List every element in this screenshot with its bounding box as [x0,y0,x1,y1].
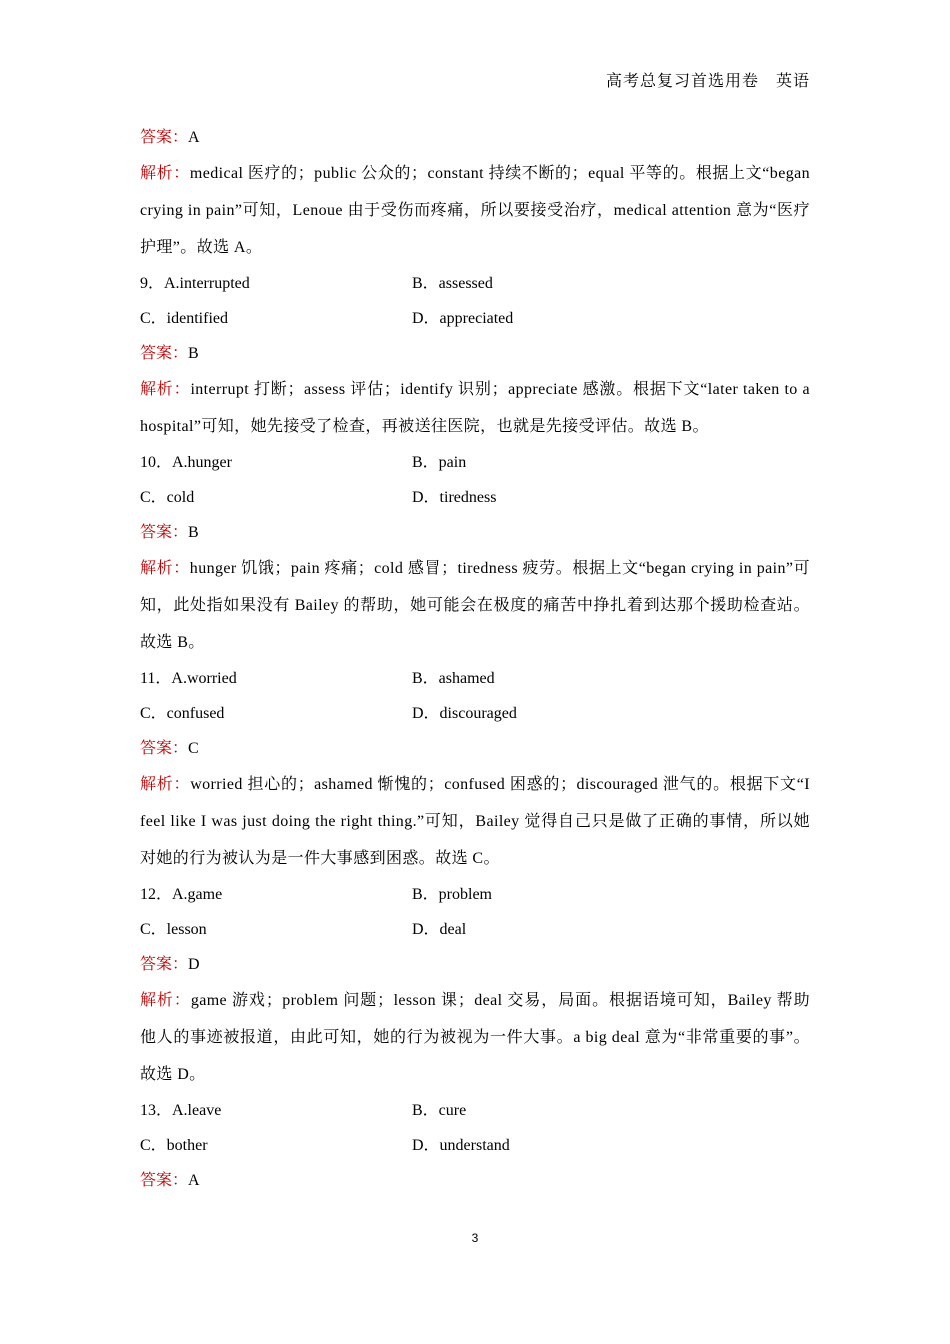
option-a: 9．A.interrupted [140,275,250,292]
option-row [140,696,810,731]
option-d: D．understand [412,1137,510,1154]
analysis-text: hunger 饥饿；pain 疼痛；cold 感冒；tiredness 疲劳。根据上文“began crying in pain”可知，此处指如果没有 Bailey 的帮助，她可能会在极度的痛苦中挣扎着到达那个援助检查站。故选 B。 [140,560,810,651]
answer-value: A [188,1172,200,1189]
analysis-label: 解析： [140,776,191,793]
answer-value: C [188,740,199,757]
page-number: 3 [471,1231,479,1245]
answer-line [140,731,810,766]
answer-label: 答案： [140,740,189,757]
analysis-label: 解析： [140,165,190,182]
page-header: 高考总复习首选用卷 英语 [605,73,810,90]
analysis-text: worried 担心的；ashamed 惭愧的；confused 困惑的；discouraged 泄气的。根据下文“I feel like I was just doing the right thing.”可知，Bailey 觉得自己只是做了正确的事情，所以她对她的行为被认为是一件大事感到困惑。故选 C。 [140,776,811,867]
option-b: B．assessed [412,275,493,292]
analysis-label: 解析： [140,560,190,577]
document-body [140,120,810,1198]
option-c: C．bother [140,1137,208,1154]
answer-line [140,947,810,982]
option-b: B．problem [412,886,492,903]
answer-value: B [188,524,199,541]
option-row [140,266,810,301]
answer-label: 答案： [140,345,189,362]
answer-label: 答案： [140,129,189,146]
option-row [140,661,810,696]
option-a: 12．A.game [140,886,223,903]
answer-line [140,1163,810,1198]
option-row [140,445,810,480]
analysis-paragraph [140,371,810,445]
option-row [140,1093,810,1128]
option-a: 10．A.hunger [140,454,232,471]
analysis-text: interrupt 打断；assess 评估；identify 识别；appreciate 感激。根据下文“later taken to a hospital”可知，她先接受了检查，再被送往医院，也就是先接受评估。故选 B。 [140,381,811,435]
answer-line [140,515,810,550]
analysis-paragraph [140,550,810,661]
option-b: B．cure [412,1102,467,1119]
option-c: C．cold [140,489,195,506]
analysis-text: medical 医疗的；public 公众的；constant 持续不断的；equal 平等的。根据上文“began crying in pain”可知，Lenoue 由于受伤而疼痛，所以要接受治疗，medical attention 意为“医疗护理”。故选 A。 [140,165,810,256]
option-c: C．identified [140,310,228,327]
option-row [140,912,810,947]
answer-value: D [188,956,200,973]
answer-line [140,336,810,371]
option-c: C．lesson [140,921,207,938]
answer-label: 答案： [140,1172,189,1189]
option-a: 11．A.worried [140,670,237,687]
analysis-text: game 游戏；problem 问题；lesson 课；deal 交易，局面。根据语境可知，Bailey 帮助他人的事迹被报道，由此可知，她的行为被视为一件大事。a big deal 意为“非常重要的事”。故选 D。 [140,992,811,1083]
option-row [140,1128,810,1163]
option-d: D．appreciated [412,310,514,327]
option-d: D．deal [412,921,467,938]
analysis-label: 解析： [140,381,191,398]
answer-value: A [188,129,200,146]
option-b: B．ashamed [412,670,495,687]
option-row [140,301,810,336]
analysis-paragraph [140,766,810,877]
option-d: D．discouraged [412,705,517,722]
answer-label: 答案： [140,956,189,973]
analysis-paragraph [140,155,810,266]
option-b: B．pain [412,454,467,471]
option-row [140,877,810,912]
analysis-label: 解析： [140,992,191,1009]
option-d: D．tiredness [412,489,497,506]
answer-label: 答案： [140,524,189,541]
analysis-paragraph [140,982,810,1093]
option-a: 13．A.leave [140,1102,222,1119]
answer-line [140,120,810,155]
option-row [140,480,810,515]
answer-value: B [188,345,199,362]
option-c: C．confused [140,705,225,722]
